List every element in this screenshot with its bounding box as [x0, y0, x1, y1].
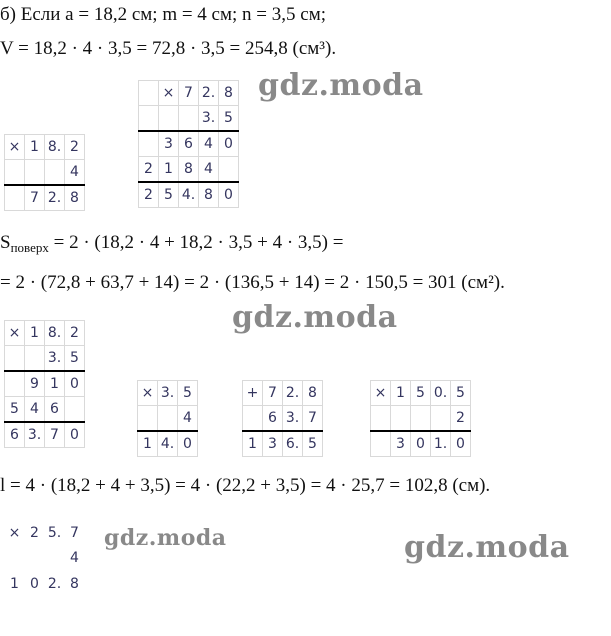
- column-row: [139, 182, 239, 208]
- column-digit-cell: 8: [65, 185, 85, 211]
- surface-formula-line: [0, 232, 343, 256]
- column-digit-cell: [139, 106, 159, 132]
- column-row: [5, 346, 85, 372]
- column-digit-cell: 6: [45, 397, 65, 423]
- column-digit-cell: 0: [219, 131, 239, 157]
- column-row: [5, 185, 85, 211]
- column-digit-cell: 1: [391, 381, 411, 406]
- column-digit-cell: 1: [159, 157, 179, 183]
- column-digit-cell: 7: [179, 81, 199, 106]
- column-digit-cell: 0.: [431, 381, 451, 406]
- column-digit-cell: 8.: [45, 135, 65, 160]
- column-row: [139, 157, 239, 183]
- surface-symbol: S: [0, 232, 11, 253]
- column-digit-cell: [25, 160, 45, 186]
- column-digit-cell: 1: [25, 321, 45, 346]
- column-digit-cell: [411, 406, 431, 432]
- column-digit-cell: 4: [25, 397, 45, 423]
- column-digit-cell: [5, 546, 25, 572]
- column-digit-cell: 3: [391, 431, 411, 457]
- column-digit-cell: 1: [45, 371, 65, 397]
- column-digit-cell: [431, 406, 451, 432]
- column-digit-cell: 0: [178, 431, 198, 457]
- column-row: [5, 521, 85, 546]
- column-digit-cell: ×: [5, 321, 25, 346]
- column-digit-cell: 5: [219, 106, 239, 132]
- column-digit-cell: ×: [8, 525, 21, 541]
- column-row: [5, 546, 85, 572]
- column-digit-cell: 1: [10, 576, 19, 592]
- column-row: [5, 321, 85, 346]
- column-digit-cell: 5: [411, 381, 431, 406]
- surface-formula-rest: = 2 · (18,2 · 4 + 18,2 · 3,5 + 4 · 3,5) =: [48, 232, 344, 253]
- length-formula-line: l = 4 · (18,2 + 4 + 3,5) = 4 · (22,2 + 3,5) = 4 · 25,7 = 102,8 (см).: [0, 475, 491, 496]
- column-digit-cell: 3.: [45, 346, 65, 372]
- column-digit-cell: [5, 185, 25, 211]
- column-digit-cell: 2: [30, 525, 39, 541]
- column-addition-72-8-plus-63-7: [242, 380, 323, 457]
- column-digit-cell: 4.: [179, 182, 199, 208]
- column-digit-cell: [371, 431, 391, 457]
- column-digit-cell: 7: [45, 422, 65, 448]
- column-digit-cell: 4: [199, 157, 219, 183]
- column-row: [5, 571, 85, 597]
- column-digit-cell: 3.: [158, 381, 178, 406]
- column-digit-cell: [25, 346, 45, 372]
- column-digit-cell: 6: [5, 422, 25, 448]
- column-digit-cell: 2: [139, 182, 159, 208]
- column-digit-cell: 7: [25, 185, 45, 211]
- column-digit-cell: 7: [70, 525, 79, 541]
- column-digit-cell: 3.: [283, 406, 303, 432]
- column-digit-cell: 3.: [25, 422, 45, 448]
- column-digit-cell: 8: [179, 157, 199, 183]
- watermark-4: gdz.moda: [404, 530, 570, 565]
- column-digit-cell: 5: [178, 381, 198, 406]
- column-digit-cell: 1.: [431, 431, 451, 457]
- column-multiplication-72-8-by-3-5: [138, 80, 239, 208]
- column-multiplication-18-2-by-4: [4, 134, 85, 211]
- column-digit-cell: 4: [65, 160, 85, 186]
- column-multiplication-18-2-by-3-5: [4, 320, 85, 448]
- watermark-1: gdz.moda: [258, 68, 424, 103]
- column-digit-cell: 4: [70, 550, 79, 566]
- column-row: [243, 381, 323, 406]
- column-digit-cell: [45, 160, 65, 186]
- column-digit-cell: [25, 546, 45, 572]
- column-row: [243, 406, 323, 432]
- column-digit-cell: 2: [451, 406, 471, 432]
- column-row: [5, 135, 85, 160]
- column-digit-cell: 4.: [158, 431, 178, 457]
- column-digit-cell: 0: [451, 431, 471, 457]
- column-digit-cell: 1: [138, 431, 158, 457]
- column-row: [243, 431, 323, 457]
- column-row: [5, 160, 85, 186]
- column-digit-cell: 5: [303, 431, 323, 457]
- column-digit-cell: [371, 406, 391, 432]
- given-values-line: б) Если a = 18,2 см; m = 4 см; n = 3,5 см;: [0, 4, 326, 25]
- column-row: [5, 397, 85, 423]
- column-digit-cell: [5, 346, 25, 372]
- column-digit-cell: [65, 397, 85, 423]
- column-digit-cell: [243, 406, 263, 432]
- column-digit-cell: 7: [303, 406, 323, 432]
- column-multiplication-150-5-by-2: [370, 380, 471, 457]
- column-digit-cell: 2: [139, 157, 159, 183]
- column-digit-cell: 3.: [199, 106, 219, 132]
- column-digit-cell: 5: [451, 381, 471, 406]
- column-digit-cell: [45, 546, 65, 572]
- column-digit-cell: 5.: [47, 525, 62, 541]
- column-row: [371, 431, 471, 457]
- column-digit-cell: 7: [263, 381, 283, 406]
- column-digit-cell: 6.: [283, 431, 303, 457]
- column-digit-cell: [138, 406, 158, 432]
- column-row: [138, 381, 198, 406]
- column-row: [139, 131, 239, 157]
- column-multiplication-25-7-by-4: [4, 520, 85, 597]
- column-digit-cell: [139, 81, 159, 106]
- column-digit-cell: +: [243, 381, 263, 406]
- column-digit-cell: ×: [5, 135, 25, 160]
- column-digit-cell: ×: [371, 381, 391, 406]
- column-digit-cell: 4: [178, 406, 198, 432]
- column-multiplication-3-5-by-4: [137, 380, 198, 457]
- column-digit-cell: 0: [30, 576, 39, 592]
- column-digit-cell: [391, 406, 411, 432]
- watermark-3: gdz.moda: [104, 525, 227, 551]
- column-digit-cell: 2.: [45, 185, 65, 211]
- column-digit-cell: 8: [303, 381, 323, 406]
- column-row: [138, 431, 198, 457]
- column-digit-cell: 2.: [283, 381, 303, 406]
- column-digit-cell: 8: [199, 182, 219, 208]
- column-digit-cell: [139, 131, 159, 157]
- column-digit-cell: 0: [411, 431, 431, 457]
- column-digit-cell: 4: [199, 131, 219, 157]
- column-digit-cell: 2.: [199, 81, 219, 106]
- column-digit-cell: 1: [243, 431, 263, 457]
- column-digit-cell: [179, 106, 199, 132]
- column-digit-cell: 8: [219, 81, 239, 106]
- column-digit-cell: 1: [25, 135, 45, 160]
- column-digit-cell: 0: [219, 182, 239, 208]
- column-row: [139, 81, 239, 106]
- column-digit-cell: 0: [65, 422, 85, 448]
- column-digit-cell: 5: [159, 182, 179, 208]
- column-row: [371, 406, 471, 432]
- column-row: [5, 371, 85, 397]
- column-row: [139, 106, 239, 132]
- column-digit-cell: 2: [65, 321, 85, 346]
- column-digit-cell: 9: [25, 371, 45, 397]
- column-digit-cell: [5, 371, 25, 397]
- column-digit-cell: 6: [263, 406, 283, 432]
- volume-formula-line: V = 18,2 · 4 · 3,5 = 72,8 · 3,5 = 254,8 (см³).: [0, 38, 337, 59]
- column-digit-cell: [5, 160, 25, 186]
- column-digit-cell: 2.: [47, 576, 62, 592]
- column-digit-cell: 5: [5, 397, 25, 423]
- column-digit-cell: [219, 157, 239, 183]
- column-digit-cell: 0: [65, 371, 85, 397]
- column-row: [371, 381, 471, 406]
- column-digit-cell: 5: [65, 346, 85, 372]
- surface-result-line: = 2 · (72,8 + 63,7 + 14) = 2 · (136,5 + 14) = 2 · 150,5 = 301 (см²).: [0, 272, 505, 293]
- column-digit-cell: 8.: [45, 321, 65, 346]
- column-digit-cell: 3: [159, 131, 179, 157]
- column-row: [5, 422, 85, 448]
- column-digit-cell: [159, 106, 179, 132]
- column-digit-cell: 8: [70, 576, 79, 592]
- watermark-2: gdz.moda: [232, 300, 398, 335]
- column-digit-cell: ×: [138, 381, 158, 406]
- column-digit-cell: 2: [65, 135, 85, 160]
- column-row: [138, 406, 198, 432]
- column-digit-cell: 6: [179, 131, 199, 157]
- column-digit-cell: ×: [159, 81, 179, 106]
- column-digit-cell: [158, 406, 178, 432]
- column-digit-cell: 3: [263, 431, 283, 457]
- surface-subscript: поверх: [10, 240, 49, 255]
